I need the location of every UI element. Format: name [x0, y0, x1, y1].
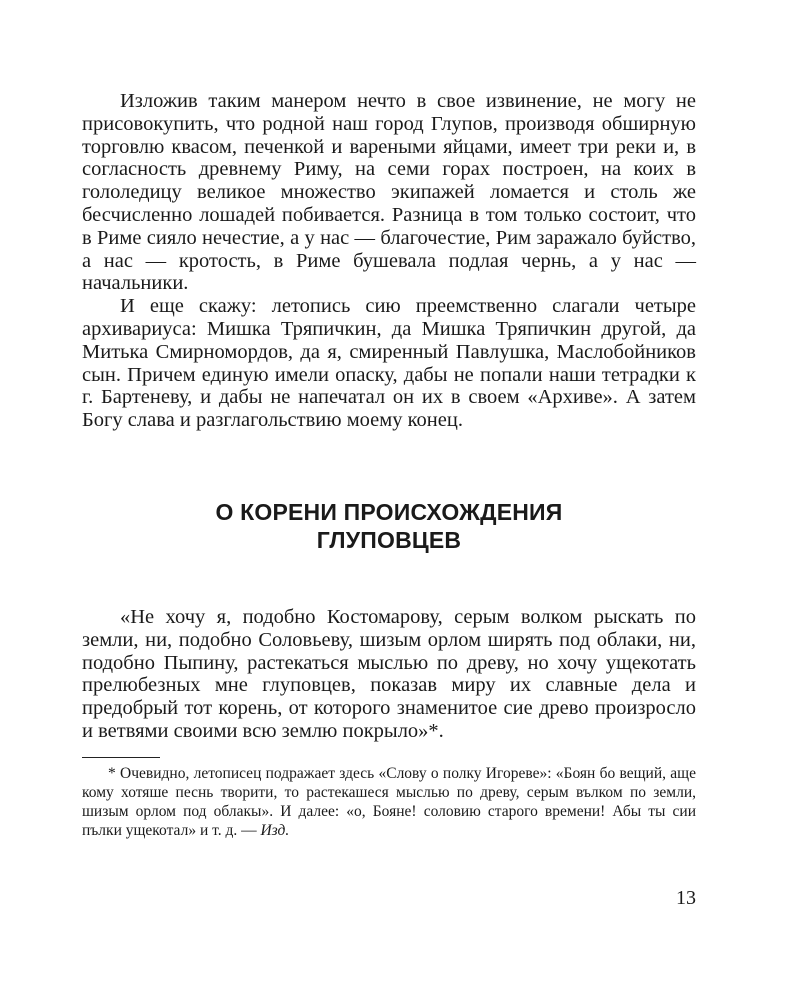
footnote [82, 764, 696, 841]
footnote-text: * Очевидно, летописец подражает здесь «Слову о полку Игореве»: «Боян бо вещий, аще кому хотяше песнь творити, то растекашеся мыслью по древу, серым вълком по земли, шизым орлом под облакы». И далее: «о, Бояне! соловию старого времени! Абы ты сии пълки ущекотал» и т. д. — [82, 764, 696, 840]
footnote-editor-mark: Изд. [260, 822, 290, 840]
body-paragraph: И еще скажу: летопись сию преемственно слагали четыре архивариуса: Мишка Тряпичкин, да Мишка Тряпичкин другой, да Митька Смирномордов, да я, смиренный Павлушка, Маслобойников сын. Причем единую имели опаску, дабы не попали наши тетрадки к г. Бартеневу, и дабы не напечатал он их в своем «Архиве». А затем Богу слава и разглагольствию моему конец. [82, 295, 696, 432]
chapter-heading-line: О КОРЕНИ ПРОИСХОЖДЕНИЯ [215, 498, 563, 525]
page-number: 13 [676, 887, 696, 909]
epigraph-paragraph: «Не хочу я, подобно Костомарову, серым волком рыскать по земли, ни, подобно Соловьеву, шизым орлом ширять под облаки, ни, подобно Пыпину, растекаться мыслью по древу, но хочу ущекотать прелюбезных мне глуповцев, показав миру их славные дела и предобрый тот корень, от которого знаменитое сие древо произросло и ветвями своими всю землю покрыло»*. [82, 605, 696, 742]
body-paragraph: Изложив таким манером нечто в свое извинение, не могу не присовокупить, что родной наш город Глупов, производя обширную торговлю квасом, печенкой и вареными яйцами, имеет три реки и, в согласность древнему Риму, на семи горах построен, на коих в гололедицу великое множество экипажей ломается и столь же бесчисленно лошадей побивается. Разница в том только состоит, что в Риме сияло нечестие, а у нас — благочестие, Рим заражало буйство, а нас — кротость, в Риме бушевала подлая чернь, а у нас — начальники. [82, 90, 696, 295]
chapter-heading-line: ГЛУПОВЦЕВ [316, 526, 462, 553]
chapter-heading [82, 498, 696, 554]
book-page [82, 90, 696, 841]
footnote-divider [82, 757, 160, 758]
